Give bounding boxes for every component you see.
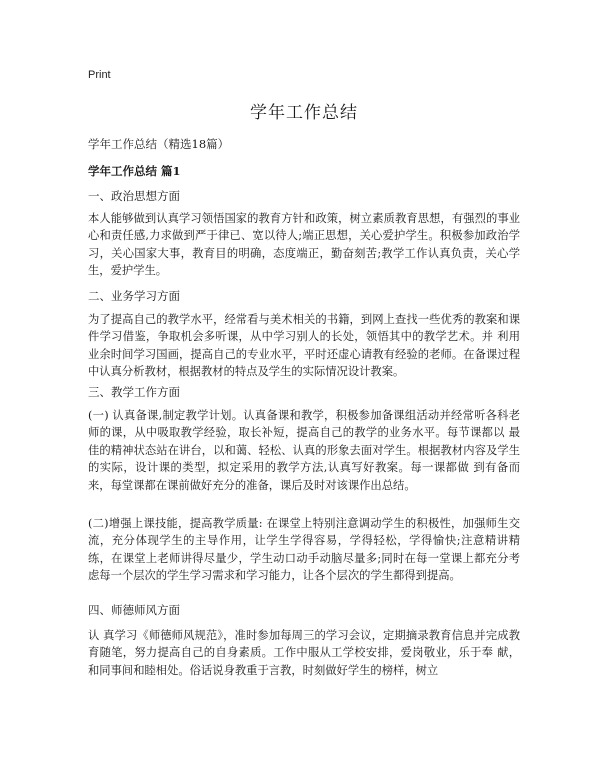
part-heading: 学年工作总结 篇1: [88, 164, 181, 178]
paragraph-politics: 本人能够做到认真学习领悟国家的教育方针和政策，树立素质教育思想，有强烈的事业心和责任感,力求做到严于律已、宽以待人;端正思想，关心爱护学生。积极参加政治学习，关心国家大事，教育目的明确，态度端正，勤奋刻苦;教学工作认真负责，关心学生，爱护学生。: [88, 212, 520, 278]
section-heading-teaching: 三、教学工作方面: [88, 385, 180, 399]
print-label: Print: [88, 69, 111, 81]
document-subtitle: 学年工作总结（精选18篇）: [88, 137, 230, 151]
paragraph-teaching-1: (一) 认真备课,制定教学计划。认真备课和教学，积极参加备课组活动并经常听各科老师的课，从中吸取教学经验，取长补短，提高自己的教学的业务水平。每节课都以 最佳的精神状态站在讲台，以和蔼、轻松、认真的形象去面对学生。根据教材内容及学生的实际，设计课的类型，拟定采用的教学方法,认真写好教案。每一课都做 到有备而来，每堂课都在课前做好充分的准备，课后及时对该课作出总结。: [88, 409, 520, 492]
paragraph-study: 为了提高自己的教学水平，经常看与美术相关的书籍，到网上查找一些优秀的教案和课件学习借鉴，争取机会多听课，从中学习别人的长处，领悟其中的教学艺术。并 利用业余时间学习国画，提高自己的专业水平，平时还虚心请教有经验的老师。在备课过程中认真分析教材，根据教材的特点及学生的实际情况设计教案。: [88, 313, 520, 379]
page-title: 学年工作总结: [250, 103, 358, 123]
paragraph-teaching-2: (二)增强上课技能，提高教学质量: 在课堂上特别注意调动学生的积极性，加强师生交流，充分体现学生的主导作用，让学生学得容易，学得轻松，学得愉快;注意精讲精练，在课堂上老师讲得尽量少，学生动口动手动脑尽量多;同时在每一堂课上都充分考虑每一个层次的学生学习需求和学习能力，让各个层次的学生都得到提高。: [88, 517, 520, 583]
section-heading-study: 二、业务学习方面: [88, 289, 180, 303]
section-heading-ethics: 四、师德师风方面: [88, 603, 180, 617]
section-heading-politics: 一、政治思想方面: [88, 189, 180, 203]
paragraph-ethics: 认 真学习《师德师风规范》，准时参加每周三的学习会议，定期摘录教育信息并完成教育随笔，努力提高自己的自身素质。工作中服从工学校安排，爱岗敬业，乐于奉 献，和同事间和睦相处。俗话说身教重于言教，时刻做好学生的榜样，树立: [88, 629, 520, 677]
